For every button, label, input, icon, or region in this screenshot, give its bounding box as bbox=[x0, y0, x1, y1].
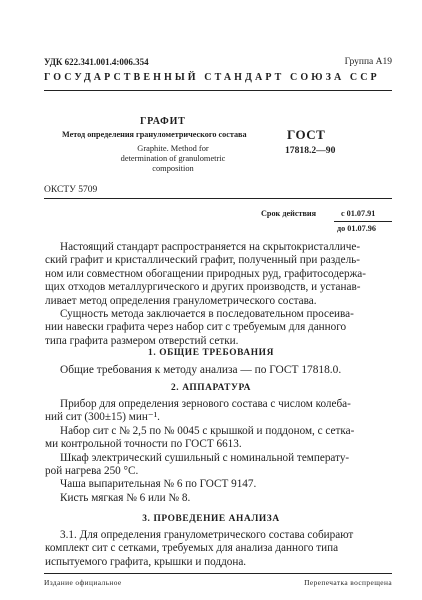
section-1-heading: 1. ОБЩИЕ ТРЕБОВАНИЯ bbox=[148, 348, 274, 358]
group-code: Группа А19 bbox=[344, 57, 392, 67]
intro-line: ский графит и кристаллический графит, полученный при раздель- bbox=[45, 254, 361, 267]
udk-code: УДК 622.341.001.4:006.354 bbox=[44, 57, 149, 67]
section-3-line: комплект сит с сетками, требуемых для анализа данного типа bbox=[45, 542, 339, 555]
intro-line: щих отходов металлургического и других производств, и устанав- bbox=[45, 281, 361, 294]
essence-line: нии навески графита через набор сит с требуемым для данного bbox=[45, 321, 347, 334]
section-3-line: 3.1. Для определения гранулометрического состава собирают bbox=[60, 529, 354, 541]
validity-from: с 01.07.91 bbox=[341, 209, 376, 218]
standard-title: ГОСУДАРСТВЕННЫЙ СТАНДАРТ СОЮЗА ССР bbox=[44, 72, 380, 83]
gost-number: 17818.2—90 bbox=[285, 145, 336, 156]
section-1-line: Общие требования к методу анализа — по ГОСТ 17818.0. bbox=[60, 364, 342, 376]
method-title-en-line: composition bbox=[152, 164, 194, 174]
apparatus-line: ми контрольной точности по ГОСТ 6613. bbox=[45, 438, 242, 451]
section-3-line: испытуемого графита, крышки и поддона. bbox=[45, 555, 247, 568]
apparatus-line: Набор сит с № 2,5 по № 0045 с крышкой и поддоном, с сетка- bbox=[60, 424, 355, 437]
apparatus-line: Кисть мягкая № 6 или № 8. bbox=[60, 491, 191, 504]
title-divider bbox=[44, 198, 392, 199]
section-3-heading: 3. ПРОВЕДЕНИЕ АНАЛИЗА bbox=[142, 514, 280, 524]
apparatus-line: ний сит (300±15) мин⁻¹. bbox=[45, 411, 160, 424]
apparatus-line: Чаша выпарительная № 6 по ГОСТ 9147. bbox=[60, 478, 257, 491]
method-title-en-line: Graphite. Method for bbox=[137, 144, 209, 153]
footer-divider bbox=[44, 573, 392, 574]
okstu-code: ОКСТУ 5709 bbox=[44, 185, 98, 195]
essence-paragraph bbox=[45, 308, 390, 348]
method-title-en bbox=[118, 144, 228, 175]
essence-line: типа графита размером отверстий сетки. bbox=[45, 334, 239, 347]
apparatus-list bbox=[45, 398, 390, 505]
section-2-heading: 2. АППАРАТУРА bbox=[171, 383, 251, 393]
validity-divider bbox=[334, 221, 392, 222]
intro-line: ном или совместном обогащении природных руд, графитосодержа- bbox=[45, 267, 366, 280]
section-3-paragraph bbox=[45, 529, 390, 569]
intro-paragraph bbox=[45, 241, 390, 308]
header-divider bbox=[44, 90, 392, 91]
apparatus-line: Прибор для определения зернового состава с числом колеба- bbox=[60, 398, 351, 410]
essence-line: Сущность метода заключается в последовательном просеива- bbox=[60, 308, 354, 320]
document-title: ГРАФИТ bbox=[140, 116, 186, 127]
gost-label: ГОСТ bbox=[287, 127, 326, 142]
footer-edition: Издание официальное bbox=[44, 578, 122, 587]
apparatus-line: рой нагрева 250 °С. bbox=[45, 465, 139, 478]
validity-to: до 01.07.96 bbox=[337, 224, 376, 233]
apparatus-line: Шкаф электрический сушильный с номинальной температу- bbox=[60, 451, 350, 464]
validity-label: Срок действия bbox=[261, 209, 317, 218]
section-1-text bbox=[45, 364, 390, 377]
method-title-ru: Метод определения гранулометрического состава bbox=[62, 130, 247, 139]
intro-line: ливает метод определения гранулометрического состава. bbox=[45, 294, 317, 307]
method-title-en-line: determination of granulometric bbox=[120, 154, 226, 164]
footer-reprint-notice: Перепечатка воспрещена bbox=[304, 578, 392, 587]
intro-line: Настоящий стандарт распространяется на скрытокристалличе- bbox=[60, 241, 361, 253]
